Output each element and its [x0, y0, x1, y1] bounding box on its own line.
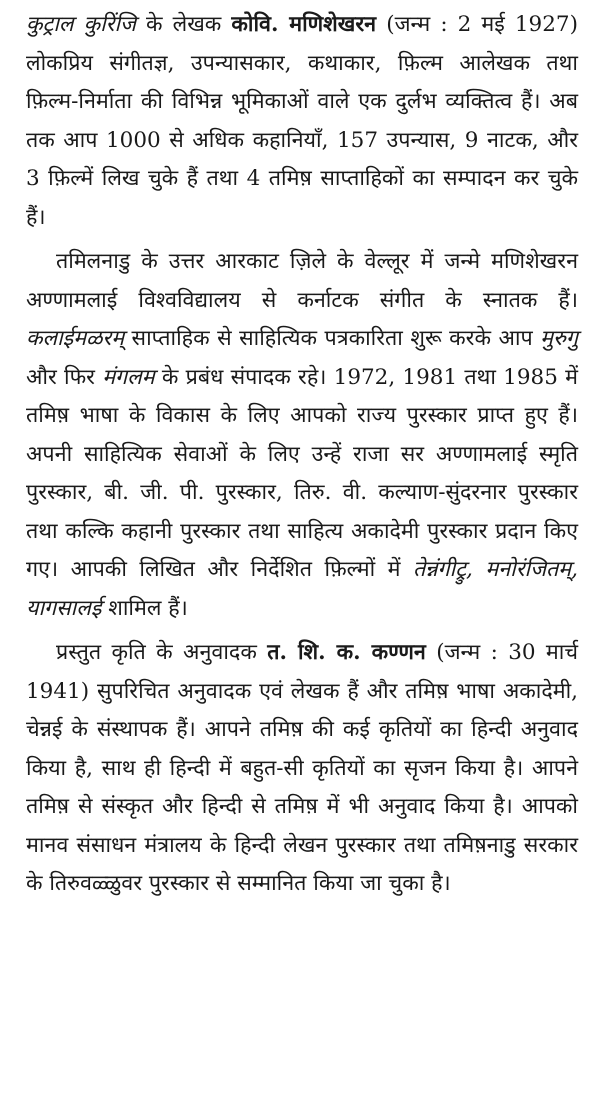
translator-name: त. शि. क. कण्णन — [267, 640, 426, 665]
text-span: शामिल हैं। — [101, 595, 188, 621]
author-career-paragraph — [26, 243, 578, 628]
translator-bio-paragraph — [26, 634, 578, 904]
magazine-title: मंगलम — [102, 364, 155, 390]
text-span: प्रस्तुत कृति के अनुवादक — [56, 640, 268, 665]
magazine-title: मुरुगु — [540, 326, 578, 351]
text-span: के प्रबंध संपादक रहे। 1972, 1981 तथा 1985 में तमिष़ भाषा के विकास के लिए आपको राज्य पुरस्कार प्राप्त हुए हैं। अपनी साहित्यिक सेवाओं के लिए उन्हें राजा सर अण्णामलाई स्मृति पुरस्कार, बी. जी. पी. पुरस्कार, तिरु. वी. कल्याण-सुंदरनार पुरस्कार तथा कल्कि कहानी पुरस्कार तथा साहित्य अकादेमी पुरस्कार प्रदान किए गए। आपकी लिखित और निर्देशित फ़िल्मों में — [26, 364, 578, 582]
text-span: और फिर — [26, 364, 103, 390]
text-span: के लेखक — [135, 12, 232, 37]
film-titles: तेन्नंगीट्रु, मनोरंजितम्, यागसालई — [26, 557, 578, 621]
text-span: (जन्म : 2 मई 1927) लोकप्रिय संगीतज्ञ, उपन्यासकार, कथाकार, फ़िल्म आलेखक तथा फ़िल्म-निर्माता की विभिन्न भूमिकाओं वाले एक दुर्लभ व्यक्तित्व हैं। अब तक आप 1000 से अधिक कहानियाँ, 157 उपन्यास, 9 नाटक, और 3 फ़िल्में लिख चुके हैं तथा 4 तमिष़ साप्ताहिकों का सम्पादन कर चुके हैं। — [26, 12, 578, 230]
text-span: तमिलनाडु के उत्तर आरकाट ज़िले के वेल्लूर में जन्मे मणिशेखरन अण्णामलाई विश्वविद्यालय से कर्नाटक संगीत के स्नातक हैं। — [26, 249, 578, 313]
text-span: (जन्म : 30 मार्च 1941) सुपरिचित अनुवादक एवं लेखक हैं और तमिष़ भाषा अकादेमी, चेन्नई के संस्थापक हैं। आपने तमिष़ की कई कृतियों का हिन्दी अनुवाद किया है, साथ ही हिन्दी में बहुत-सी कृतियों का सृजन किया है। आपने तमिष़ से संस्कृत और हिन्दी से तमिष़ में भी अनुवाद किया है। आपको मानव संसाधन मंत्रालय के हिन्दी लेखन पुरस्कार तथा तमिष़नाडु सरकार के तिरुवळ्ळुवर पुरस्कार से सम्मानित किया जा चुका है। — [26, 640, 578, 896]
magazine-title: कलाईमळरम् — [26, 326, 125, 351]
text-span: साप्ताहिक से साहित्यिक पत्रकारिता शुरू करके आप — [124, 326, 541, 351]
author-bio-paragraph — [26, 6, 578, 237]
author-name: कोवि. मणिशेखरन — [231, 12, 377, 37]
book-title: कुट्राल कुरिंजि — [26, 12, 136, 37]
